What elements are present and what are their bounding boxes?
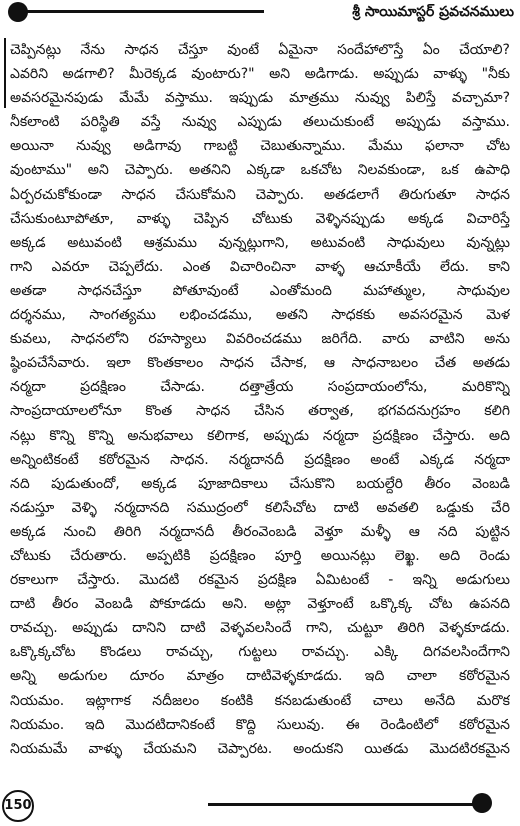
text-line: చోటుకు చేరుతారు. అప్పటికి ప్రదక్షిణం పూర్తి అయినట్లు లెఖ్ఖ. అది రెండు [10,547,510,564]
text-line: చెప్పినట్లు నేను సాధన చేస్తూ వుంటే ఏమైనా సందేహాలొస్తే ఏం చేయాలి? [10,42,510,58]
text-line: చేసుకుంటూపోతూ, వాళ్ళు చెప్పిన చోటుకు వెళ్ళినప్పుడు అక్కడ విచారిస్తే [10,210,510,227]
margin-bar [0,38,8,108]
text-line: నడుస్తూ వెళ్ళి నర్మదానది సముద్రంలో కలిసేచోట దాటి అవతలి ఒడ్డుకు చేరి [10,499,510,516]
text-line: దాటి తీరం వెంబడి పోకూడదు అని. అట్లా వెళ్తూంటే ఒక్కొక్క చోట ఉపనది [10,596,510,613]
text-line: నియమం. ఇట్లాగాక నదీజలం కంటికి కనబడుతుంటే చాలు అనేది మరొక [10,692,510,709]
text-line: అక్కడ నుంచి తిరిగి నర్మదానదీ తీరంవెంబడి వెళ్తూ మళ్ళీ ఆ నది పుట్టిన [10,523,510,540]
text-line: దర్శనము, సాంగత్యము లభించడము, అతని సాధకకు అవసరమైన మెళ [10,307,510,324]
text-line: నర్మదా ప్రదక్షిణం చేసాడు. దత్తాత్రేయ సంప్రదాయంలోను, మరికొన్ని [10,379,510,396]
text-line: ష్ఠింపచేసేవారు. ఇలా కొంతకాలం సాధన చేసాక, ఆ సాధనాబలం చేత అతడు [10,355,510,372]
footer-ornament-dot [472,793,492,813]
text-line: రకాలుగా చేస్తారు. మొదటి రకమైన ప్రదక్షిణ ఏమిటంటే - ఇన్ని అడుగులు [10,572,510,589]
text-line: నది పుడుతుందో, అక్కడ పూజాదికాలు చేసుకొని బయల్దేరి తీరం వెంబడి [10,475,510,492]
text-line: రావచ్చు. అప్పుడు దానిని దాటి వెళ్ళవలసిందే గాని, చుట్టూ తిరిగి వెళ్ళకూడదు. [10,620,510,637]
text-line: నీకలాంటి పరిస్థితి వస్తే నువ్వు ఎప్పుడు తలుచుకుంటే అప్పుడు వస్తాము. [10,114,510,131]
text-line: అతడా సాధనచేస్తూ పోతూవుంటే ఎంతోమంది మహాత్ముల, సాధువుల [10,282,510,299]
text-line: గాని ఎవరూ చెప్పలేదు. ఎంత విచారించినా వాళ్ళ ఆచూకీయే లేదు. కాని [10,258,510,275]
text-line: కువలు, సాధనలోని రహస్యాలు వివరించడము జరిగేది. వారు వాటిని అను [10,331,510,348]
body-text [10,38,510,761]
text-line: అక్కడ అటువంటి ఆశ్రమము వున్నట్లుగాని, అటువంటి సాధువులు వున్నట్లు [10,234,510,251]
text-line: సాంప్రదాయాలలోనూ కొంత సాధన చేసిన తర్వాత, భగవదనుగ్రహం కలిగి [10,403,510,420]
text-line: అన్నింటికంటే కఠోరమైన సాధన. నర్మదానదీ ప్రదక్షిణం అంటే ఎక్కడ నర్మదా [10,451,510,468]
text-line: వుంటాము" అని చెప్పారు. అతనిని ఎక్కడా ఒకచోట నిలవకుండా, ఒక ఉపాధి [10,162,510,179]
footer-rule [208,803,480,806]
text-line: ఏర్పరచుకోకుండా సాధన చేసుకోమని చెప్పారు. అతడలాగే తిరుగుతూ సాధన [10,186,510,203]
page-number: 150 [2,790,34,822]
text-line: ఎవరిని అడగాలి? మీరెక్కడ వుంటారు?" అని అడిగాడు. అప్పుడు వాళ్ళు "నీకు [10,66,510,83]
running-header-title: శ్రీ సాయిమాస్టర్ ప్రవచనములు [352,4,514,20]
text-line: నట్లు కొన్ని కొన్ని అనుభవాలు కలిగాక, అప్పుడు నర్మదా ప్రదక్షిణం చేస్తారు. అది [10,427,510,444]
text-line: ఒక్కొక్కచోట కొండలు రావచ్చు, గుట్టలు రావచ్చు. ఎక్కి దిగవలసిందేగాని [10,644,510,661]
header-rule [24,10,264,13]
text-line: నియమం. ఇది మొదటిదానికంటే కొద్ది సులువు. ఈ రెండింటిలో కఠోరమైన [10,716,510,733]
text-line: అయినా నువ్వు అడిగావు గాబట్టి చెబుతున్నాము. మేము ఫలానా చోట [10,138,510,155]
text-line: అన్ని అడుగుల దూరం మాత్రం దాటివెళ్ళకూడదు. ఇది చాలా కఠోరమైన [10,668,510,685]
text-line: అవసరమైనపుడు మేమే వస్తాము. ఇప్పుడు మాత్రము నువ్వు పిలిస్తే వచ్చామా? [10,90,510,107]
text-line: నియమమే వాళ్ళు చేయమని చెప్పారట. అందుకని యితడు మొదటిరకమైన [10,740,510,757]
